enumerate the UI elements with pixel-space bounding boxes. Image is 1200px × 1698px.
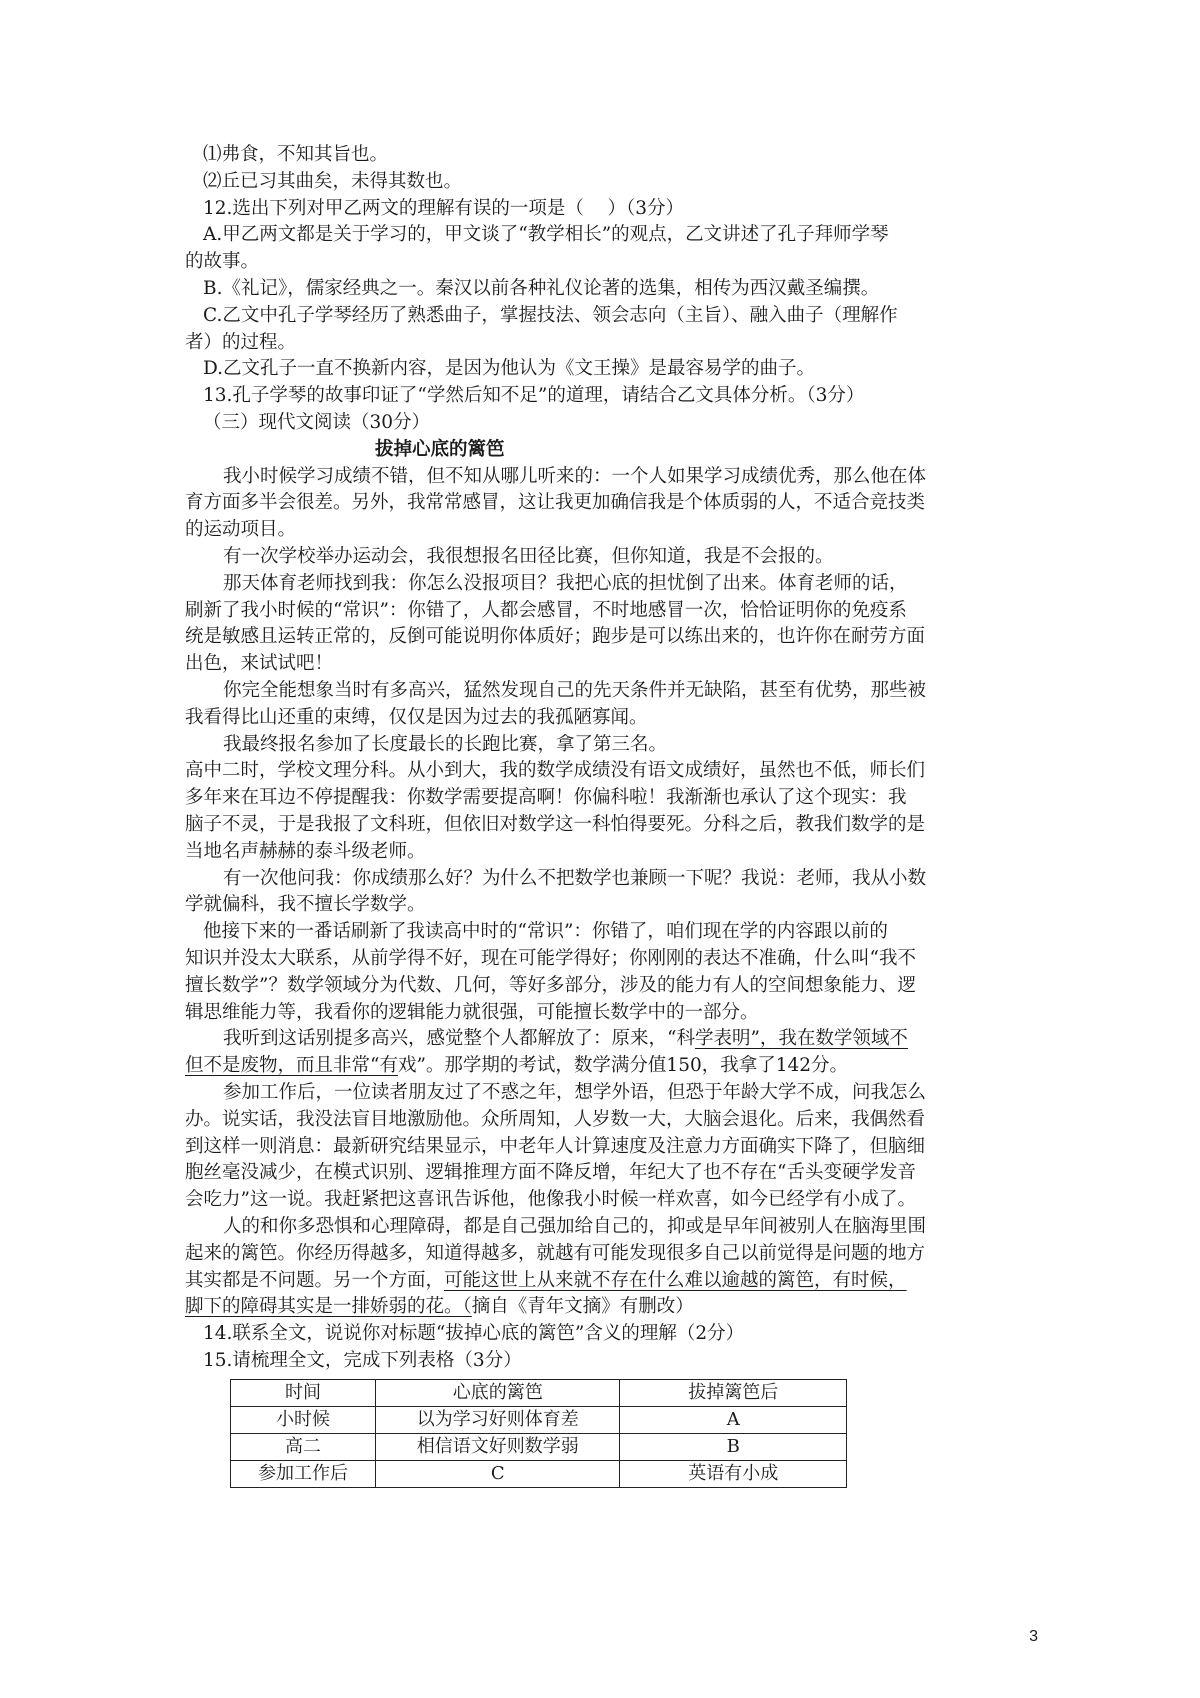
text-line: 多年来在耳边不停提醒我：你数学需要提高啊！你偏科啦！我渐渐也承认了这个现实：我: [185, 787, 907, 809]
table-header-row: [231, 1379, 847, 1406]
text-line: 办。说实话，我没法盲目地激励他。众所周知，人岁数一大，大脑会退化。后来，我偶然看: [185, 1108, 926, 1130]
text-line: 但不是废物，而且非常“有戏”。那学期的考试，数学满分值150，我拿了142分。: [185, 1055, 849, 1077]
table-header-cell: 心底的篱笆: [376, 1379, 620, 1406]
text-line: 到这样一则消息：最新研究结果显示，中老年人计算速度及注意力方面确实下降了，但脑细: [185, 1135, 926, 1157]
text-line: 有一次他问我：你成绩那么好？为什么不把数学也兼顾一下呢？我说：老师，我从小数: [223, 867, 927, 889]
text-line: C.乙文中孔子学琴经历了熟悉曲子，掌握技法、领会志向（主旨）、融入曲子（理解作: [203, 304, 898, 326]
text-line: 刷新了我小时候的“常识”：你错了，人都会感冒，不时地感冒一次，恰恰证明你的免疫系: [185, 599, 907, 621]
text-line: 14.联系全文，说说你对标题“拔掉心底的篱笆”含义的理解（2分）: [203, 1323, 745, 1345]
text-line: B.《礼记》，儒家经典之一。秦汉以前各种礼仪论著的选集，相传为西汉戴圣编撰。: [203, 278, 880, 299]
text-line: 知识并没太大联系，从前学得不好，现在可能学得好；你刚刚的表达不准确，什么叫“我不: [185, 948, 916, 969]
text-line: 的运动项目。: [185, 519, 297, 541]
text-line: 人的和你多恐惧和心理障碍，都是自己强加给自己的，抑或是早年间被别人在脑海里围: [223, 1216, 927, 1237]
text-line: 统是敏感且运转正常的，反倒可能说明你体质好；跑步是可以练出来的，也许你在耐劳方面: [185, 626, 926, 648]
text-line: ⑵丘已习其曲矣，未得其数也。: [203, 170, 463, 192]
text-line: 12.选出下列对甲乙两文的理解有误的一项是（ ）（3分）: [203, 197, 684, 219]
table-row: [231, 1406, 847, 1433]
text-line: 15.请梳理全文，完成下列表格（3分）: [203, 1350, 522, 1371]
text-line: 我最终报名参加了长度最长的长跑比赛，拿了第三名。: [223, 733, 668, 755]
table-row: [231, 1433, 847, 1460]
text-line: ⑴弗食，不知其旨也。: [203, 144, 389, 165]
article-title: 拔掉心底的篱笆: [375, 438, 505, 460]
text-line: 我听到这话别提多高兴，感觉整个人都解放了：原来，“科学表明”，我在数学领域不: [223, 1028, 908, 1050]
underlined-text: 可能这世上从来就不存在什么难以逾越的篱笆，有时候，: [444, 1269, 907, 1291]
text-line: D.乙文孔子一直不换新内容，是因为他认为《文王操》是最容易学的曲子。: [203, 358, 816, 380]
underlined-text: 但不是废物，而且非常“有: [185, 1055, 398, 1077]
table-cell: 英语有小成: [620, 1460, 847, 1487]
table-cell: 以为学习好则体育差: [376, 1406, 620, 1433]
text-line: 辑思维能力等，我看你的逻辑能力就很强，可能擅长数学中的一部分。: [185, 1001, 759, 1023]
text-line: 高中二时，学校文理分科。从小到大，我的数学成绩没有语文成绩好，虽然也不低，师长们: [185, 760, 926, 782]
text-line: 会吃力”这一说。我赶紧把这喜讯告诉他，他像我小时候一样欢喜，如今已经学有小成了。: [185, 1189, 916, 1211]
text-line: 者）的过程。: [185, 331, 297, 353]
text-line: 13.孔子学琴的故事印证了“学然后知不足”的道理，请结合乙文具体分析。（3分）: [203, 385, 865, 407]
text-line: 胞丝毫没减少，在模式识别、逻辑推理方面不降反增，年纪大了也不存在“舌头变硬学发音: [185, 1162, 916, 1184]
table-cell: 相信语文好则数学弱: [376, 1433, 620, 1460]
table-row: [231, 1460, 847, 1487]
text-line: 他接下来的一番话刷新了我读高中时的“常识”：你错了，咱们现在学的内容跟以前的: [203, 921, 888, 943]
text-line: 出色，来试试吧！: [185, 653, 334, 675]
text-line: 有一次学校举办运动会，我很想报名田径比赛，但你知道，我是不会报的。: [223, 546, 834, 567]
text-line: 的故事。: [185, 251, 260, 273]
text-line: 学就偏科，我不擅长学数学。: [185, 894, 426, 916]
text-line: （三）现代文阅读（30分）: [203, 412, 431, 433]
text-line: 育方面多半会很差。另外，我常常感冒，这让我更加确信我是个体质弱的人，不适合竞技类: [185, 492, 926, 514]
table-header-cell: 时间: [231, 1379, 376, 1406]
text-line: 我小时候学习成绩不错，但不知从哪儿听来的：一个人如果学习成绩优秀，那么他在体: [223, 465, 927, 487]
text-line: 当地名声赫赫的泰斗级老师。: [185, 840, 426, 862]
text-line: 我看得比山还重的束缚，仅仅是因为过去的我孤陋寡闻。: [185, 706, 648, 728]
underlined-text: 学表明”，我在数学领域不: [694, 1028, 908, 1050]
table-cell: A: [620, 1406, 847, 1433]
text-line: 擅长数学”？数学领域分为代数、几何，等好多部分，涉及的能力有人的空间想象能力、逻: [185, 974, 916, 996]
table-cell: 小时候: [231, 1406, 376, 1433]
table-header-cell: 拔掉篱笆后: [620, 1379, 847, 1406]
text-line: 你完全能想象当时有多高兴，猛然发现自己的先天条件并无缺陷，甚至有优势，那些被: [223, 680, 927, 701]
table-cell: 参加工作后: [231, 1460, 376, 1487]
table-cell: 高二: [231, 1433, 376, 1460]
text-line: A.甲乙两文都是关于学习的，甲文谈了“教学相长”的观点，乙文讲述了孔子拜师学琴: [203, 224, 889, 246]
summary-table: [230, 1379, 847, 1488]
underlined-text: 脚下的障碍其实是一排娇弱的花。（: [185, 1296, 472, 1318]
page-number: 3: [1029, 1628, 1038, 1645]
text-line: 起来的篱笆。你经历得越多，知道得越多，就越有可能发现很多自己以前觉得是问题的地方: [185, 1242, 926, 1264]
table-cell: C: [376, 1460, 620, 1487]
table-cell: B: [620, 1433, 847, 1460]
text-line: 脑子不灵，于是我报了文科班，但依旧对数学这一科怕得要死。分科之后，教我们数学的是: [185, 814, 926, 835]
text-line: 其实都是不问题。另一个方面，可能这世上从来就不存在什么难以逾越的篱笆，有时候，: [185, 1269, 907, 1291]
text-line: 参加工作后，一位读者朋友过了不惑之年，想学外语，但恐于年龄大学不成，问我怎么: [223, 1082, 927, 1103]
text-line: 脚下的障碍其实是一排娇弱的花。（摘自《青年文摘》有删改）: [185, 1296, 694, 1318]
text-line: 那天体育老师找到我：你怎么没报项目？我把心底的担忧倒了出来。体育老师的话，: [223, 572, 908, 594]
